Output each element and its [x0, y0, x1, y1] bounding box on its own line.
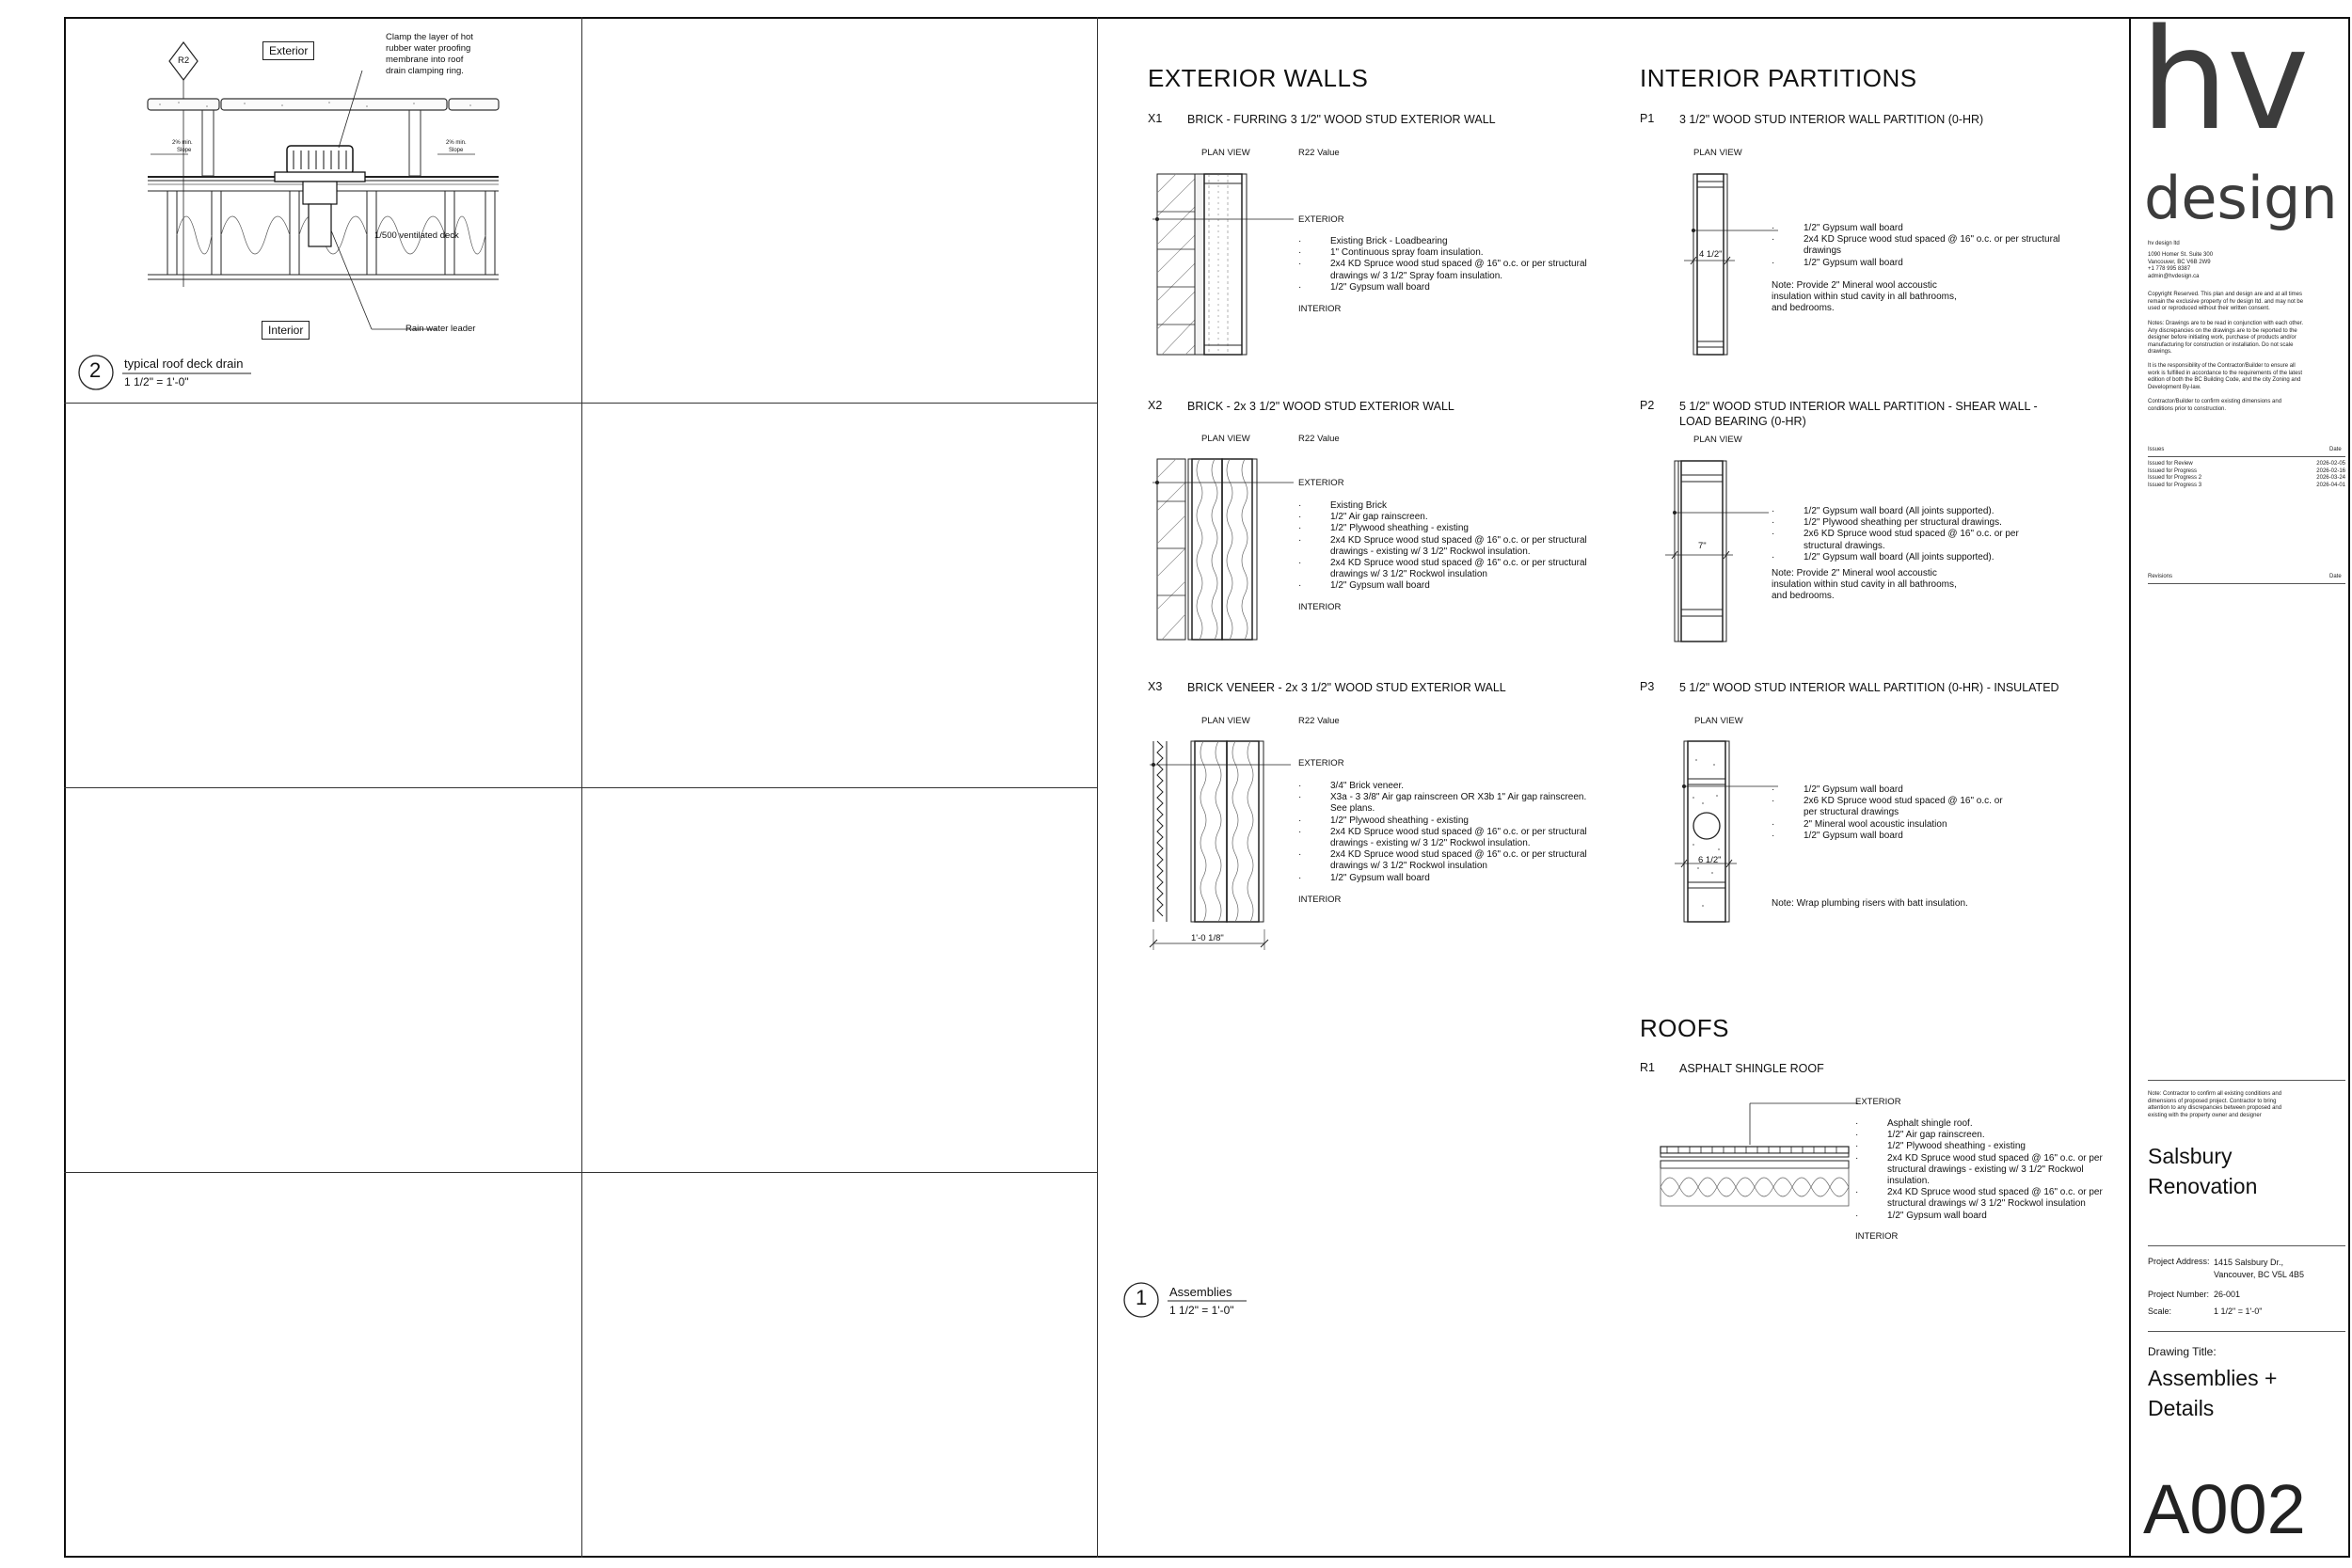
note-clamp-4: drain clamping ring. — [386, 66, 464, 76]
x1-name: BRICK - FURRING 3 1/2" WOOD STUD EXTERIOR WALL — [1187, 113, 1496, 126]
p2-extra-note-1: Note: Provide 2" Mineral wool accoustic — [1772, 568, 1937, 578]
assemblies-number: 1 — [1136, 1286, 1148, 1309]
copyright-note — [2148, 292, 2350, 313]
company-name: hv design ltd — [2148, 241, 2180, 246]
copyright-line-2: remain the exclusive property of hv design ltd. and may not be — [2148, 298, 2304, 305]
copyright-line-3: used or reproduced without their written consent. — [2148, 306, 2270, 311]
confirm-note — [2148, 399, 2350, 413]
x1-note-1: Existing Brick - Loadbearing — [1330, 236, 1448, 246]
drawing-title-label: Drawing Title: — [2148, 1345, 2217, 1358]
r1-code: R1 — [1640, 1061, 1655, 1074]
project-address — [2214, 1257, 2304, 1281]
r1-notes: · Asphalt shingle roof. · 1/2" Air gap rainscreen. · 1/2" Plywood sheathing - existing · 2x4 KD Spruce wood stud spaced @ 16" o.c. or per structural drawings - existing w/ 3 1/2" Rockwol insulation. · 2x4 KD Spruce wood stud spaced @ 16" o.c. or per structural drawings w/ 3 1/2" Rockwol insulation · 1/2" Gypsum wall board — [1855, 1118, 2119, 1222]
address-phone: +1 778 995 8387 — [2148, 266, 2191, 272]
logo-design: design — [2144, 164, 2338, 232]
p2-wall-section — [1656, 461, 1769, 644]
project-number-label: Project Number: — [2148, 1290, 2210, 1299]
x3-note-5: 2x4 KD Spruce wood stud spaced @ 16" o.c. or per structural — [1330, 849, 1587, 861]
p1-extra-note-3: and bedrooms. — [1772, 303, 1835, 314]
grid-line-h3 — [64, 1172, 1097, 1173]
detail-2-scale: 1 1/2" = 1'-0" — [124, 375, 189, 388]
issue-row — [2148, 483, 2345, 490]
x3-note-5b: drawings w/ 3 1/2" Rockwol insulation — [1330, 861, 1487, 872]
contractor-note-3: attention to any discrepancies between proposed and — [2148, 1105, 2282, 1111]
p1-extra-note — [1772, 280, 2054, 315]
logo-hv: hv — [2140, 0, 2308, 161]
p3-wall-section — [1665, 741, 1778, 925]
x3-note-3: 1/2" Plywood sheathing - existing — [1330, 815, 1469, 826]
p3-note-1: 1/2" Gypsum wall board — [1804, 784, 1903, 795]
x2-name: BRICK - 2x 3 1/2" WOOD STUD EXTERIOR WALL — [1187, 400, 1454, 413]
title-block-rule-1 — [2148, 1080, 2345, 1081]
p3-note-4: 1/2" Gypsum wall board — [1804, 830, 1903, 841]
x1-wall-section — [1152, 174, 1284, 357]
project-name-line-2: Renovation — [2148, 1174, 2258, 1198]
issue-date: 2026-02-05 — [2316, 461, 2345, 467]
x1-note-2: 1" Continuous spray foam insulation. — [1330, 247, 1484, 259]
r1-name: ASPHALT SHINGLE ROOF — [1679, 1062, 1824, 1075]
notes1-line-2: Any discrepancies on the drawings are to be reported to the — [2148, 327, 2297, 334]
r1-note-5b: structural drawings w/ 3 1/2" Rockwol insulation — [1887, 1198, 2086, 1210]
notes2-line-3: edition of both the BC Building Code, and the city Zoning and — [2148, 377, 2301, 383]
x1-note-3: 2x4 KD Spruce wood stud spaced @ 16" o.c. or per structural — [1330, 259, 1587, 270]
company-address — [2148, 252, 2213, 280]
issues-label: Issues — [2148, 447, 2165, 452]
label-exterior: Exterior — [262, 41, 314, 60]
x2-note-4b: drawings - existing w/ 3 1/2" Rockwol insulation. — [1330, 546, 1531, 557]
x3-code: X3 — [1148, 680, 1163, 693]
p2-dim: 7" — [1698, 541, 1707, 551]
x3-interior-label: INTERIOR — [1298, 895, 1342, 905]
revisions-rule — [2148, 583, 2345, 584]
x3-plan-view: PLAN VIEW — [1201, 716, 1250, 726]
slope-right-word: Slope — [449, 148, 464, 153]
tag-r2: R2 — [178, 55, 190, 66]
issue-date: 2026-04-01 — [2316, 482, 2345, 488]
heading-roofs: ROOFS — [1640, 1014, 1729, 1042]
x1-notes: · Existing Brick - Loadbearing · 1" Continuous spray foam insulation. · 2x4 KD Spruce wood stud spaced @ 16" o.c. or per structural drawings w/ 3 1/2" Spray foam insulation. · 1/2" Gypsum wall board — [1298, 236, 1599, 293]
issue-date: 2026-02-16 — [2316, 467, 2345, 474]
scale-label: Scale: — [2148, 1307, 2172, 1316]
x2-note-3: 1/2" Plywood sheathing - existing — [1330, 523, 1469, 534]
p2-code: P2 — [1640, 399, 1655, 412]
x2-exterior-label: EXTERIOR — [1298, 478, 1344, 488]
note-clamp-1: Clamp the layer of hot — [386, 32, 473, 42]
r1-note-4b: structural drawings - existing w/ 3 1/2" Rockwol — [1887, 1164, 2084, 1175]
copyright-line-1: Copyright Reserved. This plan and design are and at all times — [2148, 292, 2302, 297]
issues-rule — [2148, 456, 2345, 457]
contractor-note-2: dimensions of proposed project. Contractor to bring — [2148, 1098, 2277, 1104]
x2-note-2: 1/2" Air gap rainscreen. — [1330, 512, 1428, 523]
grid-line-h1 — [64, 403, 1097, 404]
p3-notes: · 1/2" Gypsum wall board · 2x6 KD Spruce wood stud spaced @ 16" o.c. or per structural drawings · 2" Mineral wool acoustic insulation · 1/2" Gypsum wall board — [1772, 784, 2073, 842]
x3-dim: 1'-0 1/8" — [1191, 933, 1224, 943]
sheet-number: A002 — [2143, 1470, 2306, 1548]
x2-interior-label: INTERIOR — [1298, 602, 1342, 612]
x3-r22: R22 Value — [1298, 716, 1340, 726]
p2-note-3: 2x6 KD Spruce wood stud spaced @ 16" o.c. or per — [1804, 529, 2019, 540]
scale-value: 1 1/2" = 1'-0" — [2214, 1307, 2263, 1316]
p1-name: 3 1/2" WOOD STUD INTERIOR WALL PARTITION (0-HR) — [1679, 113, 1984, 126]
notes1-line-4: manufacturing for construction or installation. Do not scale — [2148, 341, 2294, 348]
p1-wall-section — [1665, 174, 1778, 357]
notes1-line-3: designer before initiating work, purchase of products and/or — [2148, 335, 2296, 341]
heading-exterior-walls: EXTERIOR WALLS — [1148, 64, 1369, 92]
revisions-date-label: Date — [2329, 574, 2342, 579]
x3-name: BRICK VENEER - 2x 3 1/2" WOOD STUD EXTERIOR WALL — [1187, 681, 1506, 694]
issue-name: Issued for Progress — [2148, 467, 2198, 474]
x2-code: X2 — [1148, 399, 1163, 412]
roof-drain-drawing — [56, 19, 583, 395]
title-block-rule-2 — [2148, 1245, 2345, 1246]
title-block-rule-3 — [2148, 1331, 2345, 1332]
issue-name: Issued for Progress 3 — [2148, 482, 2202, 488]
x3-notes: · 3/4" Brick veneer. · X3a - 3 3/8" Air gap rainscreen OR X3b 1" Air gap rainscreen. See plans. · 1/2" Plywood sheathing - existing · 2x4 KD Spruce wood stud spaced @ 16" o.c. or per structural drawings - existing w/ 3 1/2" Rockwol insulation. · 2x4 KD Spruce wood stud spaced @ 16" o.c. or per structural drawings w/ 3 1/2" Rockwol insulation · 1/2" Gypsum wall board — [1298, 781, 1599, 884]
p1-extra-note-2: insulation within stud cavity in all bathrooms, — [1772, 292, 1957, 303]
issue-date: 2026-03-24 — [2316, 475, 2345, 481]
p2-note-1: 1/2" Gypsum wall board (All joints supported). — [1804, 506, 1994, 516]
assemblies-title: Assemblies — [1169, 1285, 1232, 1299]
r1-note-5: 2x4 KD Spruce wood stud spaced @ 16" o.c. or per — [1887, 1187, 2103, 1198]
x1-code: X1 — [1148, 112, 1163, 125]
notes2-line-2: work is fulfilled in accordance to the requirements of the latest — [2148, 370, 2303, 376]
issue-row — [2148, 468, 2345, 476]
p2-note-4: 1/2" Gypsum wall board (All joints supported). — [1804, 551, 1994, 562]
r1-note-4: 2x4 KD Spruce wood stud spaced @ 16" o.c. or per — [1887, 1152, 2103, 1164]
contractor-note-1: Note: Contractor to confirm all existing conditions and — [2148, 1091, 2282, 1097]
p1-extra-note-1: Note: Provide 2" Mineral wool accoustic — [1772, 280, 1937, 291]
notes1-line-1: Notes: Drawings are to be read in conjunction with each other. — [2148, 321, 2304, 326]
address-line-2: Vancouver, BC V6B 2W9 — [2148, 259, 2211, 265]
p3-note-3: 2" Mineral wool acoustic insulation — [1804, 818, 1947, 830]
address-email: admin@hvdesign.ca — [2148, 273, 2200, 279]
p3-note-2b: per structural drawings — [1804, 807, 1899, 818]
grid-line-h2 — [64, 787, 1097, 788]
issue-name: Issued for Review — [2148, 461, 2193, 467]
issues-list — [2148, 461, 2345, 489]
r1-note-4c: insulation. — [1887, 1176, 1931, 1187]
x3-note-2: X3a - 3 3/8" Air gap rainscreen OR X3b 1" Air gap rainscreen. — [1330, 792, 1587, 803]
p1-note-3: 1/2" Gypsum wall board — [1804, 257, 1903, 268]
p3-note-2: 2x6 KD Spruce wood stud spaced @ 16" o.c. or — [1804, 796, 2003, 807]
address-line-1: 1090 Homer St. Suite 300 — [2148, 252, 2214, 258]
assemblies-scale: 1 1/2" = 1'-0" — [1169, 1304, 1234, 1317]
slope-right-value: 2% min. — [446, 140, 467, 146]
responsibility-note — [2148, 363, 2350, 391]
r1-exterior-label: EXTERIOR — [1855, 1097, 1901, 1107]
notes2-line-4: Development By-law. — [2148, 384, 2201, 390]
p3-dim: 6 1/2" — [1698, 855, 1722, 865]
x1-exterior-label: EXTERIOR — [1298, 214, 1344, 225]
notes3-line-1: Contractor/Builder to confirm existing dimensions and — [2148, 399, 2282, 404]
p2-name-line2: LOAD BEARING (0-HR) — [1679, 415, 1806, 428]
detail-2-number: 2 — [89, 358, 102, 382]
p1-note-1: 1/2" Gypsum wall board — [1804, 223, 1903, 233]
label-interior: Interior — [262, 321, 310, 340]
x1-plan-view: PLAN VIEW — [1201, 148, 1250, 158]
p3-extra-note — [1772, 898, 2054, 910]
p1-plan-view: PLAN VIEW — [1693, 148, 1742, 158]
x3-note-4: 2x4 KD Spruce wood stud spaced @ 16" o.c. or per structural — [1330, 826, 1587, 837]
drawing-title — [2148, 1363, 2277, 1423]
project-address-line-2: Vancouver, BC V5L 4B5 — [2214, 1270, 2305, 1279]
note-rain-water-leader: Rain water leader — [405, 324, 476, 334]
grid-line-v2 — [1097, 17, 1098, 1558]
x3-exterior-label: EXTERIOR — [1298, 758, 1344, 768]
p3-name: 5 1/2" WOOD STUD INTERIOR WALL PARTITION (0-HR) - INSULATED — [1679, 681, 2059, 694]
p3-code: P3 — [1640, 680, 1655, 693]
issue-name: Issued for Progress 2 — [2148, 475, 2202, 481]
p2-note-2: 1/2" Plywood sheathing per structural drawings. — [1804, 517, 2002, 529]
contractor-note-4: existing with the property owner and designer — [2148, 1112, 2262, 1118]
x2-notes: · Existing Brick · 1/2" Air gap rainscreen. · 1/2" Plywood sheathing - existing · 2x4 KD Spruce wood stud spaced @ 16" o.c. or per structural drawings - existing w/ 3 1/2" Rockwol insulation. · 2x4 KD Spruce wood stud spaced @ 16" o.c. or per structural drawings w/ 3 1/2" Rockwol insulation · 1/2" Gypsum wall board — [1298, 500, 1599, 593]
p2-name-line1: 5 1/2" WOOD STUD INTERIOR WALL PARTITION - SHEAR WALL - — [1679, 400, 2038, 413]
project-address-line-1: 1415 Salsbury Dr., — [2214, 1258, 2284, 1267]
note-ventilated-deck: 1/500 ventilated deck — [374, 230, 459, 241]
x2-plan-view: PLAN VIEW — [1201, 434, 1250, 444]
note-clamp-2: rubber water proofing — [386, 43, 471, 54]
detail-2-title: typical roof deck drain — [124, 356, 244, 371]
revisions-label: Revisions — [2148, 574, 2173, 579]
notes2-line-1: It is the responsibility of the Contractor/Builder to ensure all — [2148, 363, 2296, 369]
issue-row — [2148, 461, 2345, 468]
note-clamp-3: membrane into roof — [386, 55, 464, 65]
project-name — [2148, 1141, 2257, 1201]
p2-extra-note-2: insulation within stud cavity in all bathrooms, — [1772, 579, 1957, 591]
p1-note-2: 2x4 KD Spruce wood stud spaced @ 16" o.c. or per structural — [1804, 234, 2060, 245]
r1-roof-section — [1656, 1096, 1863, 1227]
r1-note-2: 1/2" Air gap rainscreen. — [1887, 1130, 1985, 1141]
p2-notes: · 1/2" Gypsum wall board (All joints supported). · 1/2" Plywood sheathing per structural drawings. · 2x6 KD Spruce wood stud spaced @ 16" o.c. or per structural drawings. · 1/2" Gypsum wall board (All joints supported). — [1772, 506, 2073, 563]
x2-note-5: 2x4 KD Spruce wood stud spaced @ 16" o.c. or per structural — [1330, 558, 1587, 569]
x3-note-4b: drawings - existing w/ 3 1/2" Rockwol insulation. — [1330, 838, 1531, 849]
x3-note-2b: See plans. — [1330, 803, 1375, 815]
r1-note-3: 1/2" Plywood sheathing - existing — [1887, 1141, 2026, 1152]
p2-note-3b: structural drawings. — [1804, 540, 1885, 551]
p1-code: P1 — [1640, 112, 1655, 125]
x3-note-1: 3/4" Brick veneer. — [1330, 781, 1405, 791]
drawing-title-line-1: Assemblies + — [2148, 1366, 2278, 1390]
p2-extra-note-3: and bedrooms. — [1772, 591, 1835, 602]
p2-plan-view: PLAN VIEW — [1693, 435, 1742, 445]
x2-note-1: Existing Brick — [1330, 500, 1388, 511]
x2-note-4: 2x4 KD Spruce wood stud spaced @ 16" o.c. or per structural — [1330, 534, 1587, 546]
drawing-title-line-2: Details — [2148, 1396, 2215, 1420]
x2-note-5b: drawings w/ 3 1/2" Rockwol insulation — [1330, 569, 1487, 580]
x2-note-6: 1/2" Gypsum wall board — [1330, 580, 1430, 592]
p1-dim: 4 1/2" — [1699, 249, 1723, 260]
p1-notes: · 1/2" Gypsum wall board · 2x4 KD Spruce wood stud spaced @ 16" o.c. or per structural drawings · 1/2" Gypsum wall board — [1772, 223, 2073, 269]
r1-interior-label: INTERIOR — [1855, 1231, 1899, 1242]
p1-note-2b: drawings — [1804, 245, 1842, 257]
x2-r22: R22 Value — [1298, 434, 1340, 444]
issue-row — [2148, 475, 2345, 483]
project-address-label: Project Address: — [2148, 1257, 2210, 1266]
project-name-line-1: Salsbury — [2148, 1144, 2233, 1168]
title-block-divider — [2129, 17, 2131, 1558]
x1-note-3b: drawings w/ 3 1/2" Spray foam insulation. — [1330, 270, 1503, 281]
x2-wall-section — [1152, 459, 1284, 642]
notes1-line-5: drawings. — [2148, 349, 2172, 355]
project-number: 26-001 — [2214, 1290, 2241, 1299]
r1-note-1: Asphalt shingle roof. — [1887, 1118, 1973, 1129]
x1-interior-label: INTERIOR — [1298, 304, 1342, 314]
heading-interior-partitions: INTERIOR PARTITIONS — [1640, 64, 1917, 92]
notes3-line-2: conditions prior to construction. — [2148, 405, 2227, 412]
x1-note-4: 1/2" Gypsum wall board — [1330, 281, 1430, 293]
issues-date-label: Date — [2329, 447, 2342, 452]
slope-left-word: Slope — [177, 148, 192, 153]
contractor-note — [2148, 1091, 2350, 1119]
slope-left-value: 2% min. — [172, 140, 193, 146]
drawing-notes — [2148, 321, 2350, 356]
x3-note-6: 1/2" Gypsum wall board — [1330, 872, 1430, 883]
p2-extra-note — [1772, 568, 2054, 603]
p3-plan-view: PLAN VIEW — [1694, 716, 1743, 726]
r1-note-6: 1/2" Gypsum wall board — [1887, 1210, 1987, 1221]
p3-extra-note-1: Note: Wrap plumbing risers with batt insulation. — [1772, 898, 1968, 909]
x3-wall-section — [1150, 741, 1291, 958]
x1-r22: R22 Value — [1298, 148, 1340, 158]
